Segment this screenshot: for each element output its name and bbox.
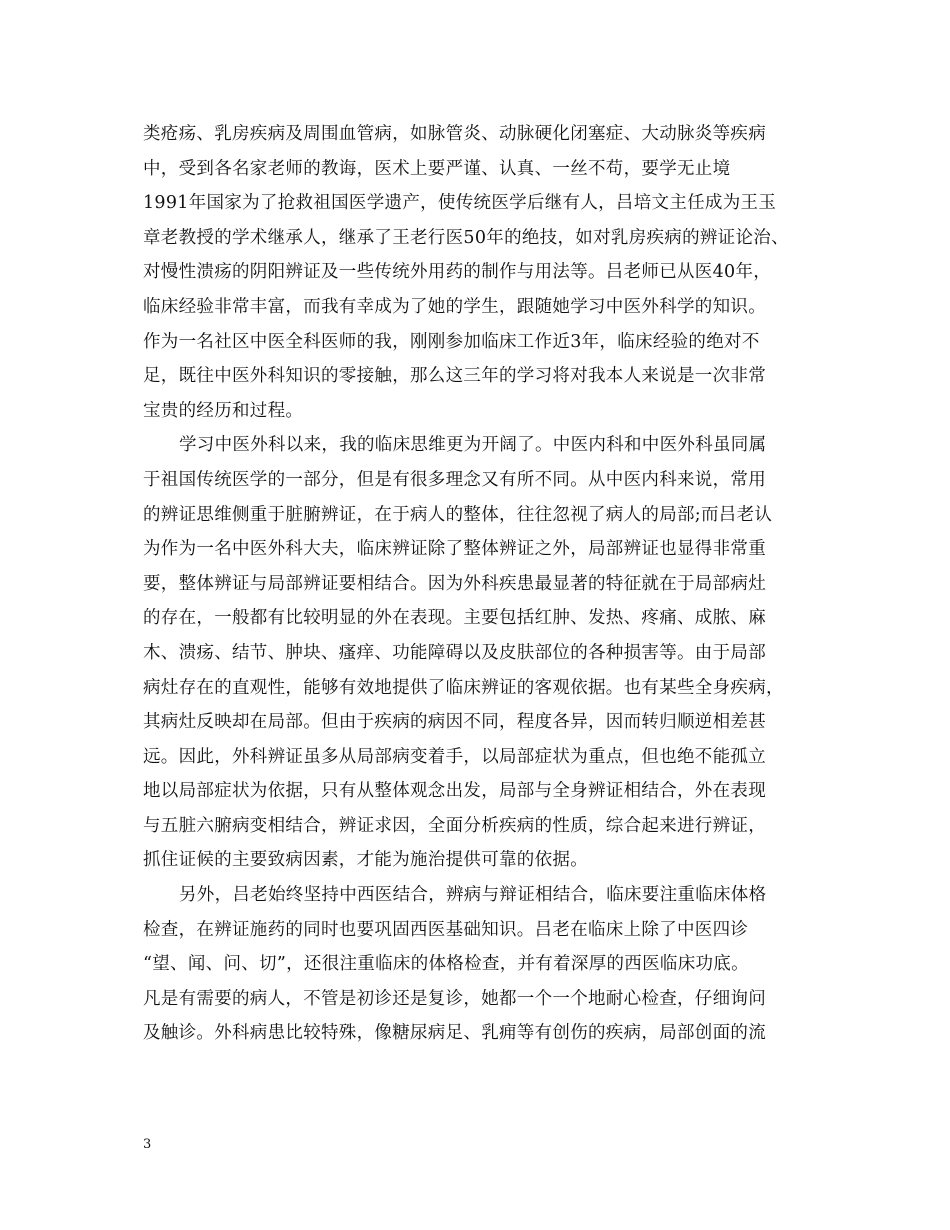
text-line: 1991年国家为了抢救祖国医学遗产，使传统医学后继有人，吕培文主任成为王玉 <box>143 193 777 214</box>
text-line: 的存在，一般都有比较明显的外在表现。主要包括红肿、发热、疼痛、成脓、麻 <box>143 608 766 629</box>
body-text <box>143 117 815 1051</box>
text-line: 地以局部症状为依据，只有从整体观念出发，局部与全身辨证相结合，外在表现 <box>143 781 766 802</box>
text-line: 检查，在辨证施药的同时也要巩固西医基础知识。吕老在临床上除了中医四诊 <box>143 919 749 940</box>
text-line: 凡是有需要的病人，不管是初诊还是复诊，她都一个一个地耐心检查，仔细询问 <box>143 988 766 1009</box>
text-line: 病灶存在的直观性，能够有效地提供了临床辨证的客观依据。也有某些全身疾病， <box>143 677 784 698</box>
text-line: 宝贵的经历和过程。 <box>143 400 304 421</box>
text-line: “望、闻、问、切”，还很注重临床的体格检查，并有着深厚的西医临床功底。 <box>143 954 749 975</box>
paragraph-first-line: 另外，吕老始终坚持中西医结合，辨病与辩证相结合，临床要注重临床体格 <box>179 885 767 906</box>
text-line: 及触诊。外科病患比较特殊，像糖尿病足、乳痈等有创伤的疾病，局部创面的流 <box>143 1023 766 1044</box>
text-line: 章老教授的学术继承人，继承了王老行医50年的绝技，如对乳房疾病的辨证论治、 <box>143 227 789 248</box>
text-line: 的辨证思维侧重于脏腑辨证，在于病人的整体，往往忽视了病人的局部;而吕老认 <box>143 504 773 525</box>
text-line: 类疮疡、乳房疾病及周围血管病，如脉管炎、动脉硬化闭塞症、大动脉炎等疾病 <box>143 124 766 144</box>
text-line: 其病灶反映却在局部。但由于疾病的病因不同，程度各异，因而转归顺逆相差甚 <box>143 712 766 733</box>
text-line: 临床经验非常丰富，而我有幸成为了她的学生，跟随她学习中医外科学的知识。 <box>143 296 766 317</box>
text-line: 木、溃疡、结节、肿块、瘙痒、功能障碍以及皮肤部位的各种损害等。由于局部 <box>143 642 766 663</box>
text-line: 对慢性溃疡的阴阳辨证及一些传统外用药的制作与用法等。吕老师已从医40年， <box>143 262 772 283</box>
paragraph-first-line: 学习中医外科以来，我的临床思维更为开阔了。中医内科和中医外科虽同属 <box>179 435 767 456</box>
text-line: 要，整体辨证与局部辨证要相结合。因为外科疾患最显著的特征就在于局部病灶 <box>143 573 766 594</box>
text-line: 抓住证候的主要致病因素，才能为施治提供可靠的依据。 <box>143 850 588 871</box>
text-line: 与五脏六腑病变相结合，辨证求因，全面分析疾病的性质，综合起来进行辨证， <box>143 815 766 836</box>
text-line: 中，受到各名家老师的教诲，医术上要严谨、认真、一丝不苟，要学无止境 <box>143 158 731 179</box>
text-line: 远。因此，外科辨证虽多从局部病变着手，以局部症状为重点，但也绝不能孤立 <box>143 746 766 767</box>
text-line: 为作为一名中医外科大夫，临床辨证除了整体辨证之外，局部辨证也显得非常重 <box>143 539 766 560</box>
page-number: 3 <box>143 1137 152 1152</box>
text-line: 作为一名社区中医全科医师的我，刚刚参加临床工作近3年，临床经验的绝对不 <box>143 331 760 352</box>
text-line: 于祖国传统医学的一部分，但是有很多理念又有所不同。从中医内科来说，常用 <box>143 469 766 490</box>
text-line: 足，既往中医外科知识的零接触，那么这三年的学习将对我本人来说是一次非常 <box>143 366 766 387</box>
